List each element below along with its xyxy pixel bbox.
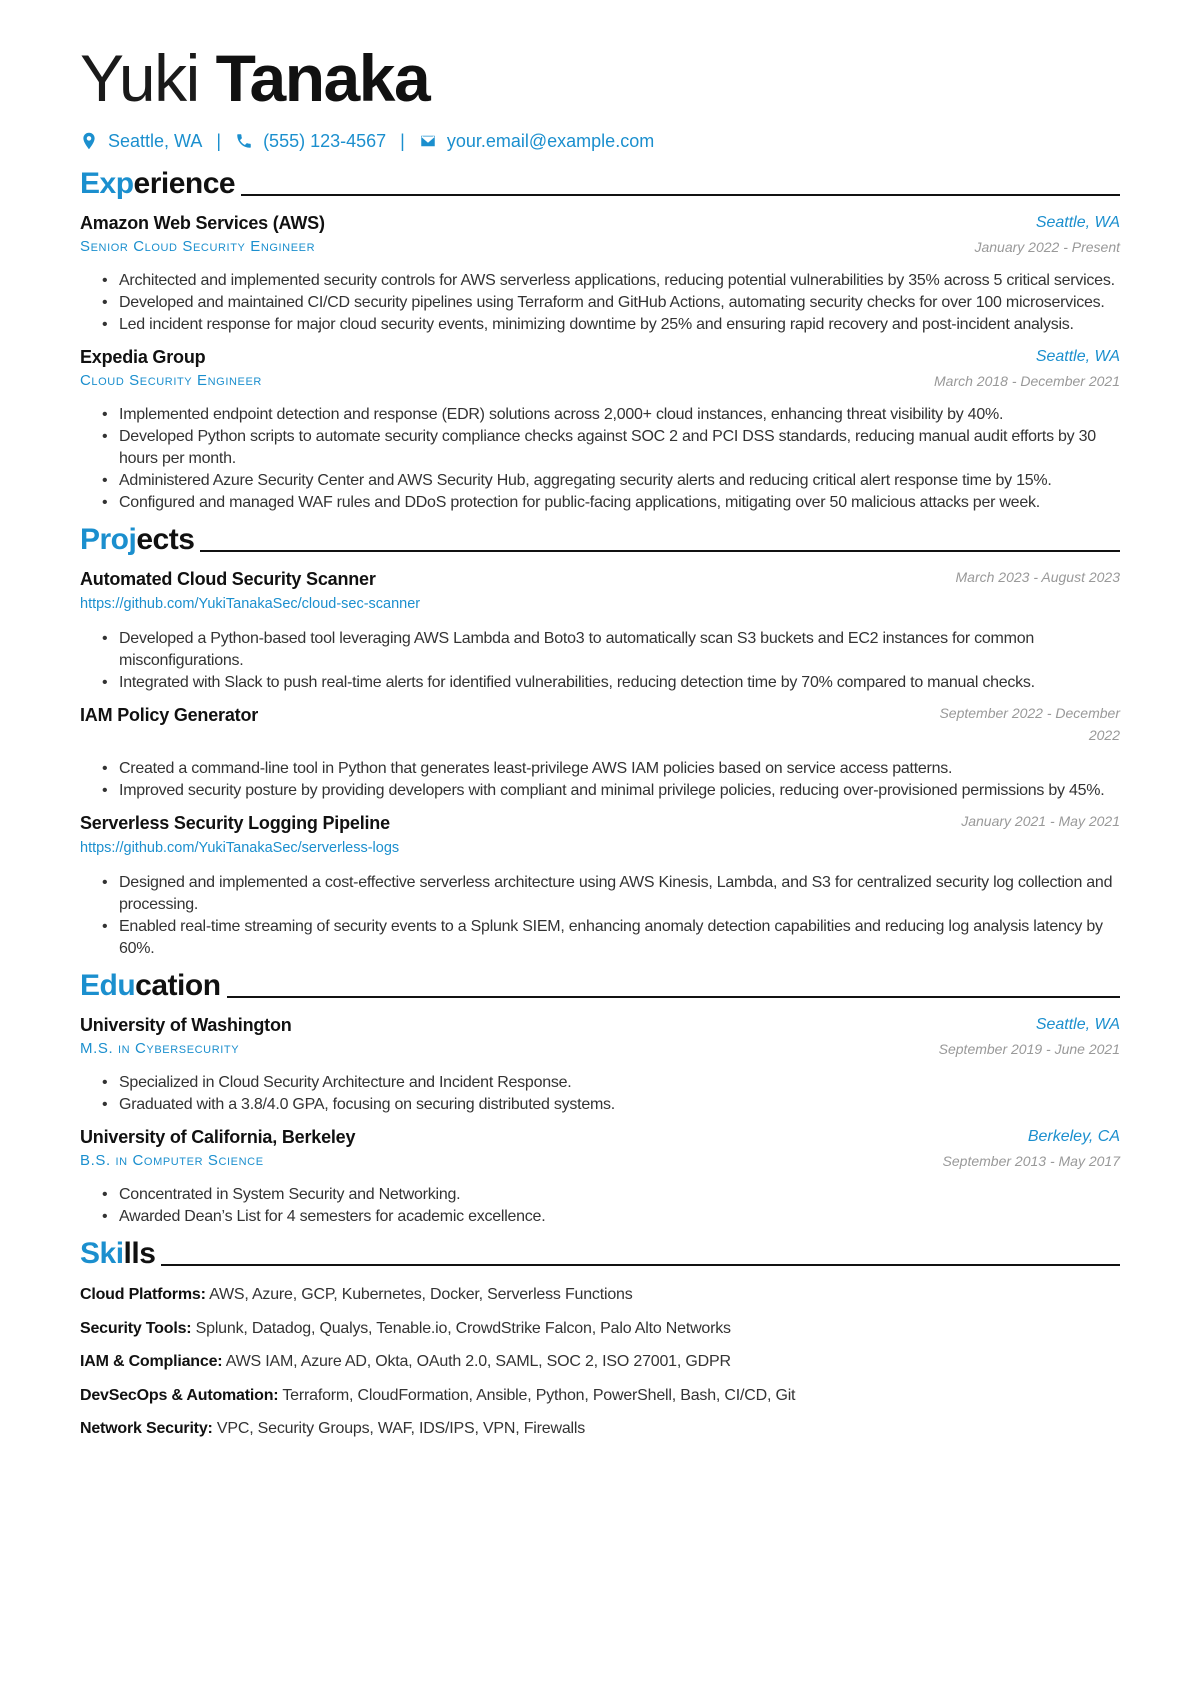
phone-icon bbox=[235, 132, 253, 150]
project-entry bbox=[80, 810, 1120, 960]
project-name: IAM Policy Generator bbox=[80, 705, 259, 725]
section-education: Education bbox=[80, 964, 1120, 1004]
bullet-item: • Developed a Python-based tool leveraging AWS Lambda and Boto3 to automatically scan S3 buckets and EC2 instances for common misconfigurations. bbox=[102, 628, 1120, 672]
bullet-list bbox=[102, 872, 1120, 960]
envelope-icon bbox=[419, 132, 437, 150]
job-title: Cloud Security Engineer bbox=[80, 372, 262, 389]
skill-list: Terraform, CloudFormation, Ansible, Python, PowerShell, Bash, CI/CD, Git bbox=[282, 1386, 796, 1404]
bullet-item: • Implemented endpoint detection and response (EDR) solutions across 2,000+ cloud instances, enhancing threat visibility by 40%. bbox=[102, 404, 1120, 426]
bullet-item: • Awarded Dean’s List for 4 semesters for academic excellence. bbox=[102, 1206, 1120, 1228]
bullet-item: • Administered Azure Security Center and AWS Security Hub, aggregating security alerts and reducing critical alert response time by 15%. bbox=[102, 470, 1120, 492]
education-entry bbox=[80, 1124, 1120, 1228]
bullet-item: • Graduated with a 3.8/4.0 GPA, focusing on securing distributed systems. bbox=[102, 1094, 1120, 1116]
job-dates: March 2018 - December 2021 bbox=[934, 373, 1120, 389]
map-pin-icon bbox=[80, 132, 98, 150]
bullet-item: • Improved security posture by providing developers with compliant and minimal privilege policies, reducing over-provisioned permissions by 45%. bbox=[102, 780, 1120, 802]
bullet-list bbox=[102, 404, 1120, 514]
school-location: Berkeley, CA bbox=[1027, 1128, 1120, 1145]
project-dates: September 2022 - December 2022 bbox=[939, 705, 1120, 743]
experience-entry bbox=[80, 210, 1120, 336]
bullet-item: • Enabled real-time streaming of security events to a Splunk SIEM, enhancing anomaly detection capabilities and reducing log analysis latency by 60%. bbox=[102, 916, 1120, 960]
skill-row bbox=[80, 1379, 1120, 1413]
section-skills: Skills bbox=[80, 1232, 1120, 1272]
degree: M.S. in Cybersecurity bbox=[80, 1040, 240, 1057]
section-rule bbox=[241, 194, 1120, 196]
bullet-item: • Specialized in Cloud Security Architecture and Incident Response. bbox=[102, 1072, 1120, 1094]
project-entry bbox=[80, 702, 1120, 802]
section-projects: Projects bbox=[80, 518, 1120, 558]
section-rule bbox=[161, 1264, 1120, 1266]
section-rule bbox=[200, 550, 1120, 552]
bullet-item: • Designed and implemented a cost-effective serverless architecture using AWS Kinesis, Lambda, and S3 for centralized security log collection and processing. bbox=[102, 872, 1120, 916]
skill-category: DevSecOps & Automation: bbox=[80, 1386, 279, 1404]
bullet-item: • Developed Python scripts to automate security compliance checks against SOC 2 and PCI DSS standards, reducing manual audit efforts by 30 hours per month. bbox=[102, 426, 1120, 470]
separator: | bbox=[400, 130, 405, 151]
job-location: Seattle, WA bbox=[1035, 348, 1120, 365]
degree: B.S. in Computer Science bbox=[80, 1152, 264, 1169]
section-experience: Experience bbox=[80, 162, 1120, 202]
company-name: Expedia Group bbox=[80, 347, 206, 367]
section-rule bbox=[227, 996, 1120, 998]
school-name: University of California, Berkeley bbox=[80, 1127, 356, 1147]
phone: (555) 123-4567 bbox=[263, 130, 387, 151]
skill-category: Security Tools: bbox=[80, 1319, 192, 1337]
education-dates: September 2013 - May 2017 bbox=[942, 1153, 1120, 1169]
skill-row bbox=[80, 1312, 1120, 1346]
bullet-list bbox=[102, 270, 1120, 336]
skill-category: Cloud Platforms: bbox=[80, 1286, 206, 1303]
skill-row bbox=[80, 1345, 1120, 1379]
candidate-name: Yuki Tanaka bbox=[80, 41, 430, 115]
location: Seattle, WA bbox=[108, 130, 203, 151]
skill-row bbox=[80, 1278, 1120, 1312]
contact-line bbox=[80, 128, 1120, 154]
skill-category: IAM & Compliance: bbox=[80, 1353, 223, 1370]
project-dates: March 2023 - August 2023 bbox=[955, 569, 1120, 585]
project-entry bbox=[80, 566, 1120, 694]
school-location: Seattle, WA bbox=[1035, 1016, 1120, 1033]
bullet-list bbox=[102, 1072, 1120, 1116]
skill-category: Network Security: bbox=[80, 1420, 213, 1437]
email-link[interactable]: your.email@example.com bbox=[446, 130, 655, 151]
resume bbox=[80, 40, 1120, 1446]
project-dates: January 2021 - May 2021 bbox=[961, 813, 1120, 829]
project-link[interactable]: https://github.com/YukiTanakaSec/serverless-logs bbox=[80, 840, 400, 856]
bullet-item: • Architected and implemented security controls for AWS serverless applications, reducing potential vulnerabilities by 35% across 5 critical services. bbox=[102, 270, 1120, 292]
bullet-list bbox=[102, 758, 1120, 802]
skill-row bbox=[80, 1412, 1120, 1446]
job-location: Seattle, WA bbox=[1035, 214, 1120, 231]
skill-list: AWS IAM, Azure AD, Okta, OAuth 2.0, SAML, SOC 2, ISO 27001, GDPR bbox=[225, 1353, 731, 1370]
bullet-item: • Integrated with Slack to push real-time alerts for identified vulnerabilities, reducing detection time by 70% compared to manual checks. bbox=[102, 672, 1120, 694]
skill-list: AWS, Azure, GCP, Kubernetes, Docker, Serverless Functions bbox=[209, 1286, 633, 1303]
bullet-item: • Led incident response for major cloud security events, minimizing downtime by 25% and ensuring rapid recovery and post-incident analysis. bbox=[102, 314, 1120, 336]
project-link[interactable]: https://github.com/YukiTanakaSec/cloud-sec-scanner bbox=[80, 596, 421, 612]
education-dates: September 2019 - June 2021 bbox=[938, 1041, 1120, 1057]
education-entry bbox=[80, 1012, 1120, 1116]
bullet-list bbox=[102, 1184, 1120, 1228]
project-name: Serverless Security Logging Pipeline bbox=[80, 813, 390, 833]
project-name: Automated Cloud Security Scanner bbox=[80, 569, 376, 589]
experience-entry bbox=[80, 344, 1120, 514]
skill-list: Splunk, Datadog, Qualys, Tenable.io, CrowdStrike Falcon, Palo Alto Networks bbox=[195, 1319, 731, 1337]
skill-list: VPC, Security Groups, WAF, IDS/IPS, VPN, Firewalls bbox=[216, 1420, 586, 1437]
bullet-item: • Concentrated in System Security and Networking. bbox=[102, 1184, 1120, 1206]
company-name: Amazon Web Services (AWS) bbox=[80, 213, 325, 233]
bullet-list bbox=[102, 628, 1120, 694]
separator: | bbox=[216, 130, 222, 151]
bullet-item: • Developed and maintained CI/CD security pipelines using Terraform and GitHub Actions, automating security checks for over 100 microservices. bbox=[102, 292, 1120, 314]
school-name: University of Washington bbox=[80, 1015, 292, 1035]
job-dates: January 2022 - Present bbox=[974, 239, 1120, 255]
job-title: Senior Cloud Security Engineer bbox=[80, 238, 316, 255]
bullet-item: • Created a command-line tool in Python that generates least-privilege AWS IAM policies based on service access patterns. bbox=[102, 758, 1120, 780]
bullet-item: • Configured and managed WAF rules and DDoS protection for public-facing applications, mitigating over 50 malicious attacks per week. bbox=[102, 492, 1120, 514]
